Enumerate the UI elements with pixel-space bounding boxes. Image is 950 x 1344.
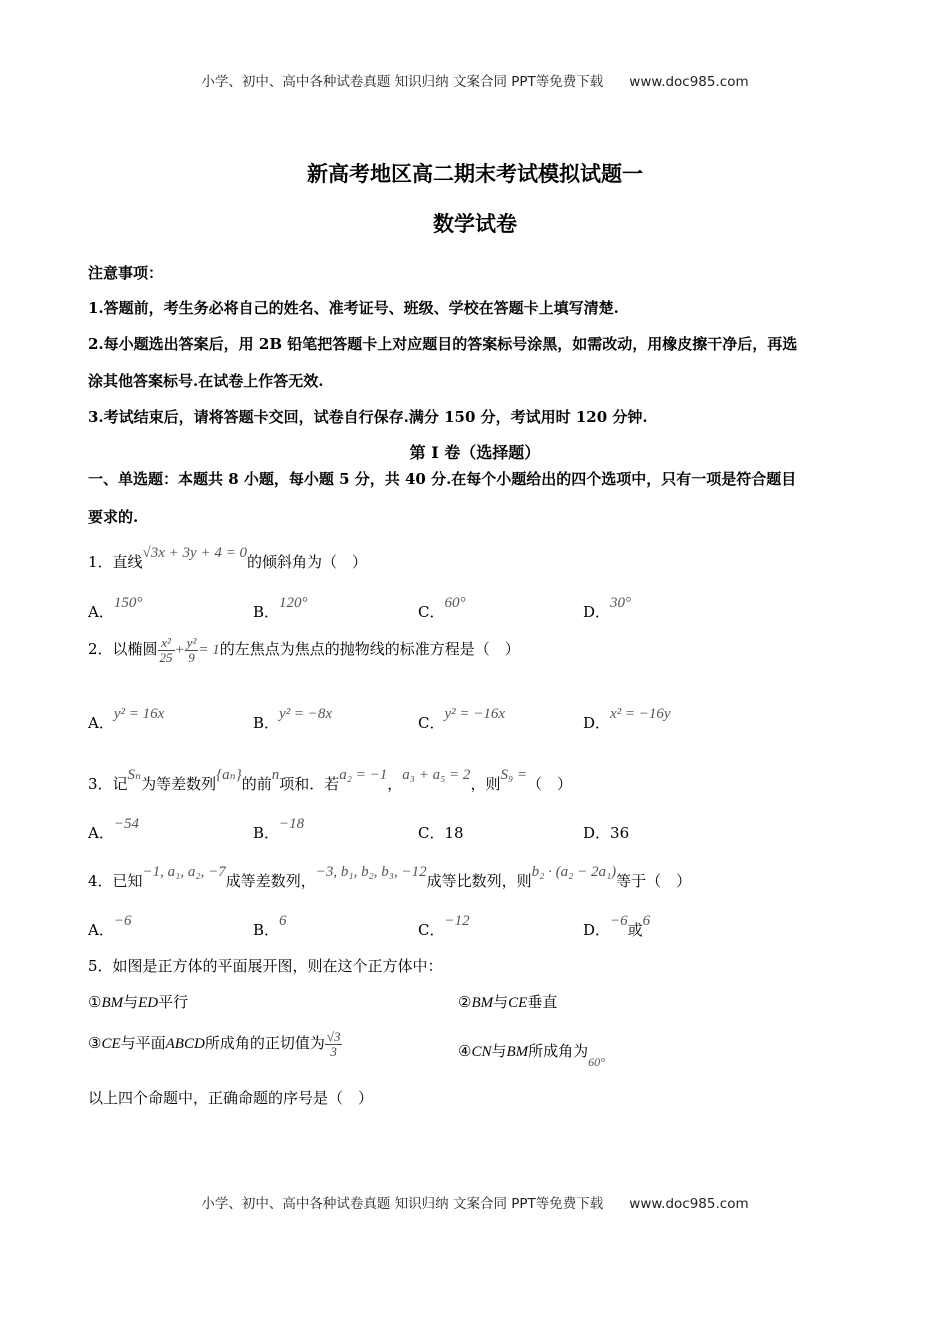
q1-equation: √3x + 3y + 4 = 0 [142,545,247,561]
q2-option-c[interactable]: C．y² = −16x [418,706,506,732]
page-header [0,70,950,90]
q1-option-a[interactable]: A．150° [88,595,143,621]
q5-proposition-1: ①BM与ED平行 [88,993,189,1011]
q4-option-c[interactable]: C．−12 [418,913,470,939]
q1-option-c[interactable]: C．60° [418,595,466,621]
header-text: 小学、初中、高中各种试卷真题 知识归纳 文案合同 PPT等免费下载 [201,74,604,90]
q1-pre: 1．直线 [88,553,143,571]
section-1-line-b: 要求的. [88,508,139,526]
question-3: 3．记Sₙ为等差数列{aₙ}的前n项和．若a₂ = −1，a₃ + a₅ = 2，则S₉ =（ ） [88,767,573,793]
q2-option-a[interactable]: A．y² = 16x [88,706,165,732]
header-site[interactable]: www.doc985.com [629,74,749,90]
q2-pre: 2．以椭圆 [88,640,158,659]
notice-item-2b: 涂其他答案标号.在试卷上作答无效. [88,372,324,390]
exam-subtitle: 数学试卷 [433,212,517,236]
q1-option-b[interactable]: B．120° [253,595,308,621]
q3-option-d[interactable]: D．36 [583,824,630,842]
notice-heading: 注意事项： [88,264,164,282]
q2-eq: = 1 [198,642,220,659]
q5-tan-fraction: $\frac{√3}{3}$ [326,1029,341,1059]
q3-option-a[interactable]: A．−54 [88,816,139,842]
volume-title: 第 I 卷（选择题） [409,443,541,462]
footer-text: 小学、初中、高中各种试卷真题 知识归纳 文案合同 PPT等免费下载 [201,1196,604,1212]
q3-option-b[interactable]: B．−18 [253,816,305,842]
question-1 [88,545,864,572]
q5-conclusion: 以上四个命题中，正确命题的序号是（ ） [88,1089,374,1107]
q4-option-b[interactable]: B．6 [253,913,287,939]
footer-site[interactable]: www.doc985.com [629,1196,749,1212]
exam-title: 新高考地区高二期末考试模拟试题一 [307,162,643,186]
question-5-stem: 5．如图是正方体的平面展开图，则在这个正方体中： [88,957,443,975]
q2-option-b[interactable]: B．y² = −8x [253,706,333,732]
section-1-line-a: 一、单选题：本题共 8 小题，每小题 5 分，共 40 分.在每个小题给出的四个选项中，只有一项是符合题目 [88,470,797,488]
q1-option-d[interactable]: D．30° [583,595,632,621]
q5-proposition-4: ④CN与BM所成角为$_{60^\circ}$ [458,1042,605,1069]
page-footer [0,1192,950,1212]
q3-option-c[interactable]: C．18 [418,824,464,842]
q1-post: 的倾斜角为（ ） [246,553,367,571]
q2-fraction-x: $\frac{\text{x²}}{25}$ [159,635,173,665]
q2-post: 的左焦点为焦点的抛物线的标准方程是（ ） [219,640,520,659]
q5-proposition-2: ②BM与CE垂直 [458,993,558,1011]
notice-item-1: 1.答题前，考生务必将自己的姓名、准考证号、班级、学校在答题卡上填写清楚. [88,299,619,317]
q4-option-a[interactable]: A．−6 [88,913,132,939]
question-4: 4．已知−1, a₁, a₂, −7成等差数列，−3, b₁, b₂, b₃, −12成等比数列，则b₂ · (a₂ − 2a₁)等于（ ） [88,864,692,890]
notice-item-3: 3.考试结束后，请将答题卡交回，试卷自行保存.满分 150 分，考试用时 120 分钟. [88,408,648,426]
question-2 [88,636,864,664]
q2-fraction-y: $\frac{\text{y²}}{9}$ [186,635,197,665]
q2-option-d[interactable]: D．x² = −16y [583,706,671,732]
q2-plus: + [174,642,185,659]
q4-option-d[interactable]: D．−6或6 [583,913,651,939]
q5-proposition-3: ③CE与平面ABCD所成角的正切值为 $\frac{√3}{3}$ [88,1029,341,1059]
notice-item-2a: 2.每小题选出答案后，用 2B 铅笔把答题卡上对应题目的答案标号涂黑，如需改动，用橡皮擦干净后，再选 [88,335,798,353]
